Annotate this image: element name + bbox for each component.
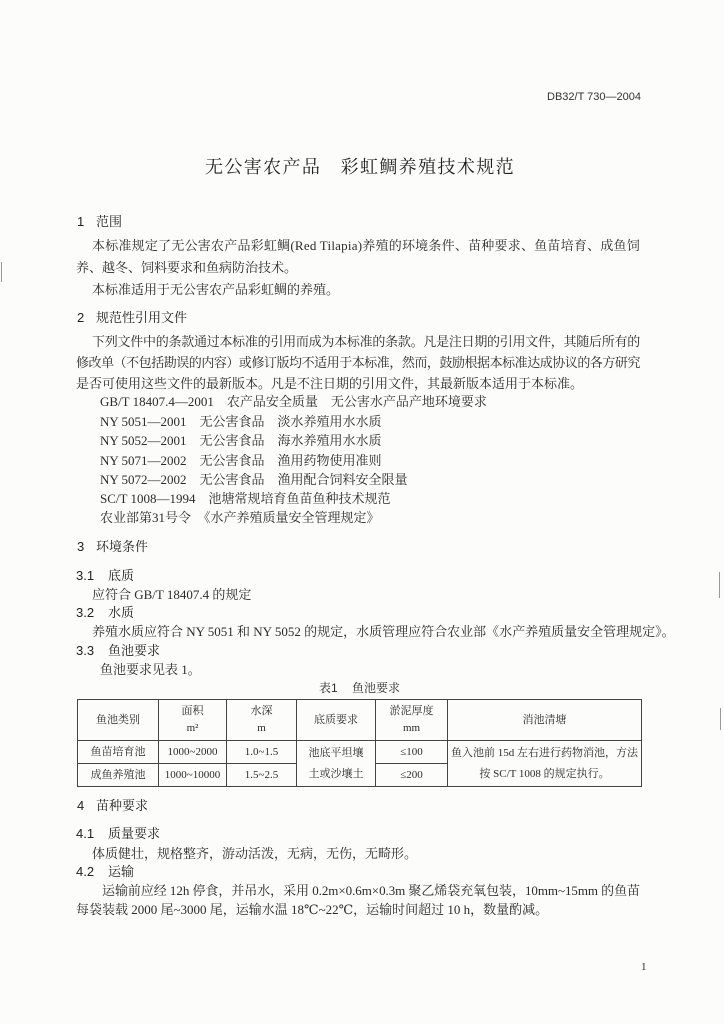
cell-pond-disinfection-line: 按 SC/T 1008 的规定执行。 bbox=[479, 767, 610, 780]
col-header-disinfection-name: 消池清塘 bbox=[522, 713, 567, 726]
col-header-depth-name: 水深 bbox=[250, 705, 273, 717]
section-1-heading: 范围 bbox=[96, 214, 123, 229]
col-header-area bbox=[159, 700, 227, 741]
subsection-3-3-heading: 鱼池要求 bbox=[108, 643, 161, 658]
standard-code: DB32/T 730—2004 bbox=[547, 91, 641, 103]
subsection-3-3-text: 鱼池要求见表 1。 bbox=[100, 662, 201, 677]
col-header-category-name: 鱼池类别 bbox=[96, 713, 140, 726]
col-header-bottom-name: 底质要求 bbox=[314, 713, 358, 726]
subsection-4-1-number: 4.1 bbox=[76, 826, 95, 841]
subsection-3-1-number: 3.1 bbox=[76, 568, 95, 583]
subsection-4-1-heading: 质量要求 bbox=[108, 826, 161, 841]
cell-category: 鱼苗培育池 bbox=[78, 741, 159, 764]
page-number: 1 bbox=[641, 961, 647, 973]
cell-bottom-requirement-line: 池底平坦壤 bbox=[308, 746, 364, 759]
subsection-3-1-text: 应符合 GB/T 18407.4 的规定 bbox=[92, 587, 252, 602]
subsection-4-2-heading: 运输 bbox=[108, 864, 135, 879]
col-header-silt-name: 淤泥厚度 bbox=[389, 705, 434, 717]
subsection-4-2-text-line: 运输前应经 12h 停食，并吊水，采用 0.2m×0.6m×0.3m 聚乙烯袋充氧包装，10mm~15mm 的鱼苗 bbox=[102, 883, 640, 898]
scan-artifact bbox=[1, 262, 2, 282]
cell-depth: 1.0~1.5 bbox=[227, 741, 297, 764]
section-3-number: 3 bbox=[77, 539, 85, 554]
subsection-3-1-heading: 底质 bbox=[108, 568, 135, 583]
section-3-heading: 环境条件 bbox=[96, 539, 149, 554]
document-title: 无公害农产品 彩虹鲷养殖技术规范 bbox=[205, 157, 515, 177]
col-header-bottom bbox=[297, 700, 376, 741]
normative-reference: 农业部第31号令 《水产养殖质量安全管理规定》 bbox=[100, 510, 380, 525]
col-header-silt bbox=[376, 700, 448, 741]
cell-pond-disinfection-line: 鱼入池前 15d 左右进行药物消池，方法 bbox=[451, 746, 638, 759]
cell-silt: ≤100 bbox=[376, 741, 448, 764]
scan-artifact bbox=[719, 572, 720, 598]
section-1-paragraph-line: 本标准适用于无公害农产品彩虹鲷的养殖。 bbox=[92, 282, 340, 297]
section-1-paragraph-line: 本标准规定了无公害农产品彩虹鲷(Red Tilapia)养殖的环境条件、苗种要求、鱼苗培育、成鱼饲 bbox=[92, 238, 640, 253]
col-header-depth-unit: m bbox=[257, 722, 266, 734]
col-header-area-name: 面积 bbox=[181, 705, 204, 717]
normative-reference: NY 5072—2002 无公害食品 渔用配合饲料安全限量 bbox=[100, 472, 408, 487]
table-caption-title: 鱼池要求 bbox=[352, 681, 401, 695]
section-1-number: 1 bbox=[77, 214, 85, 229]
table-row bbox=[78, 741, 642, 764]
col-header-area-unit: m² bbox=[186, 722, 199, 734]
col-header-disinfection bbox=[448, 700, 642, 741]
section-4-number: 4 bbox=[77, 798, 85, 813]
cell-silt: ≤200 bbox=[376, 764, 448, 787]
cell-area: 1000~10000 bbox=[159, 764, 227, 787]
subsection-4-2-text-line: 每袋装载 2000 尾~3000 尾，运输水温 18℃~22℃，运输时间超过 10 h，数量酌减。 bbox=[76, 902, 549, 917]
section-2-number: 2 bbox=[77, 310, 85, 325]
section-2-paragraph-line: 下列文件中的条款通过本标准的引用而成为本标准的条款。凡是注日期的引用文件，其随后所有的 bbox=[92, 334, 640, 349]
section-2-paragraph-line: 修改单（不包括勘误的内容）或修订版均不适用于本标准，然而，鼓励根据本标准达成协议的各方研究 bbox=[76, 355, 640, 370]
subsection-3-3-number: 3.3 bbox=[76, 643, 95, 658]
table-header-row bbox=[78, 700, 642, 741]
section-1-paragraph-line: 养、越冬、饲料要求和鱼病防治技术。 bbox=[76, 260, 298, 275]
cell-area: 1000~2000 bbox=[159, 741, 227, 764]
cell-bottom-requirement-line: 土或沙壤土 bbox=[308, 767, 364, 780]
col-header-category bbox=[78, 700, 159, 741]
normative-reference: NY 5051—2001 无公害食品 淡水养殖用水水质 bbox=[100, 414, 382, 429]
subsection-3-2-heading: 水质 bbox=[108, 605, 135, 620]
normative-reference: GB/T 18407.4—2001 农产品安全质量 无公害水产品产地环境要求 bbox=[100, 394, 487, 409]
col-header-silt-unit: mm bbox=[402, 722, 421, 734]
section-4-heading: 苗种要求 bbox=[96, 798, 149, 813]
col-header-depth bbox=[227, 700, 297, 741]
section-2-paragraph-line: 是否可使用这些文件的最新版本。凡是不注日期的引用文件，其最新版本适用于本标准。 bbox=[76, 376, 584, 391]
cell-category: 成鱼养殖池 bbox=[78, 764, 159, 787]
subsection-4-1-text: 体质健壮，规格整齐，游动活泼，无病，无伤，无畸形。 bbox=[92, 846, 418, 861]
cell-bottom-requirement bbox=[297, 741, 376, 787]
normative-reference: NY 5052—2001 无公害食品 海水养殖用水水质 bbox=[100, 433, 382, 448]
subsection-3-2-number: 3.2 bbox=[76, 605, 95, 620]
subsection-4-2-number: 4.2 bbox=[76, 864, 95, 879]
fish-pond-requirements-table bbox=[77, 699, 642, 787]
table-caption-label: 表1 bbox=[319, 681, 338, 695]
cell-pond-disinfection bbox=[448, 741, 642, 787]
cell-depth: 1.5~2.5 bbox=[227, 764, 297, 787]
scan-artifact bbox=[720, 708, 721, 730]
section-2-heading: 规范性引用文件 bbox=[96, 310, 188, 325]
subsection-3-2-text: 养殖水质应符合 NY 5051 和 NY 5052 的规定，水质管理应符合农业部《水产养殖质量安全管理规定》。 bbox=[92, 624, 675, 639]
normative-reference: SC/T 1008—1994 池塘常规培育鱼苗鱼种技术规范 bbox=[100, 491, 391, 506]
normative-reference: NY 5071—2002 无公害食品 渔用药物使用准则 bbox=[100, 453, 382, 468]
